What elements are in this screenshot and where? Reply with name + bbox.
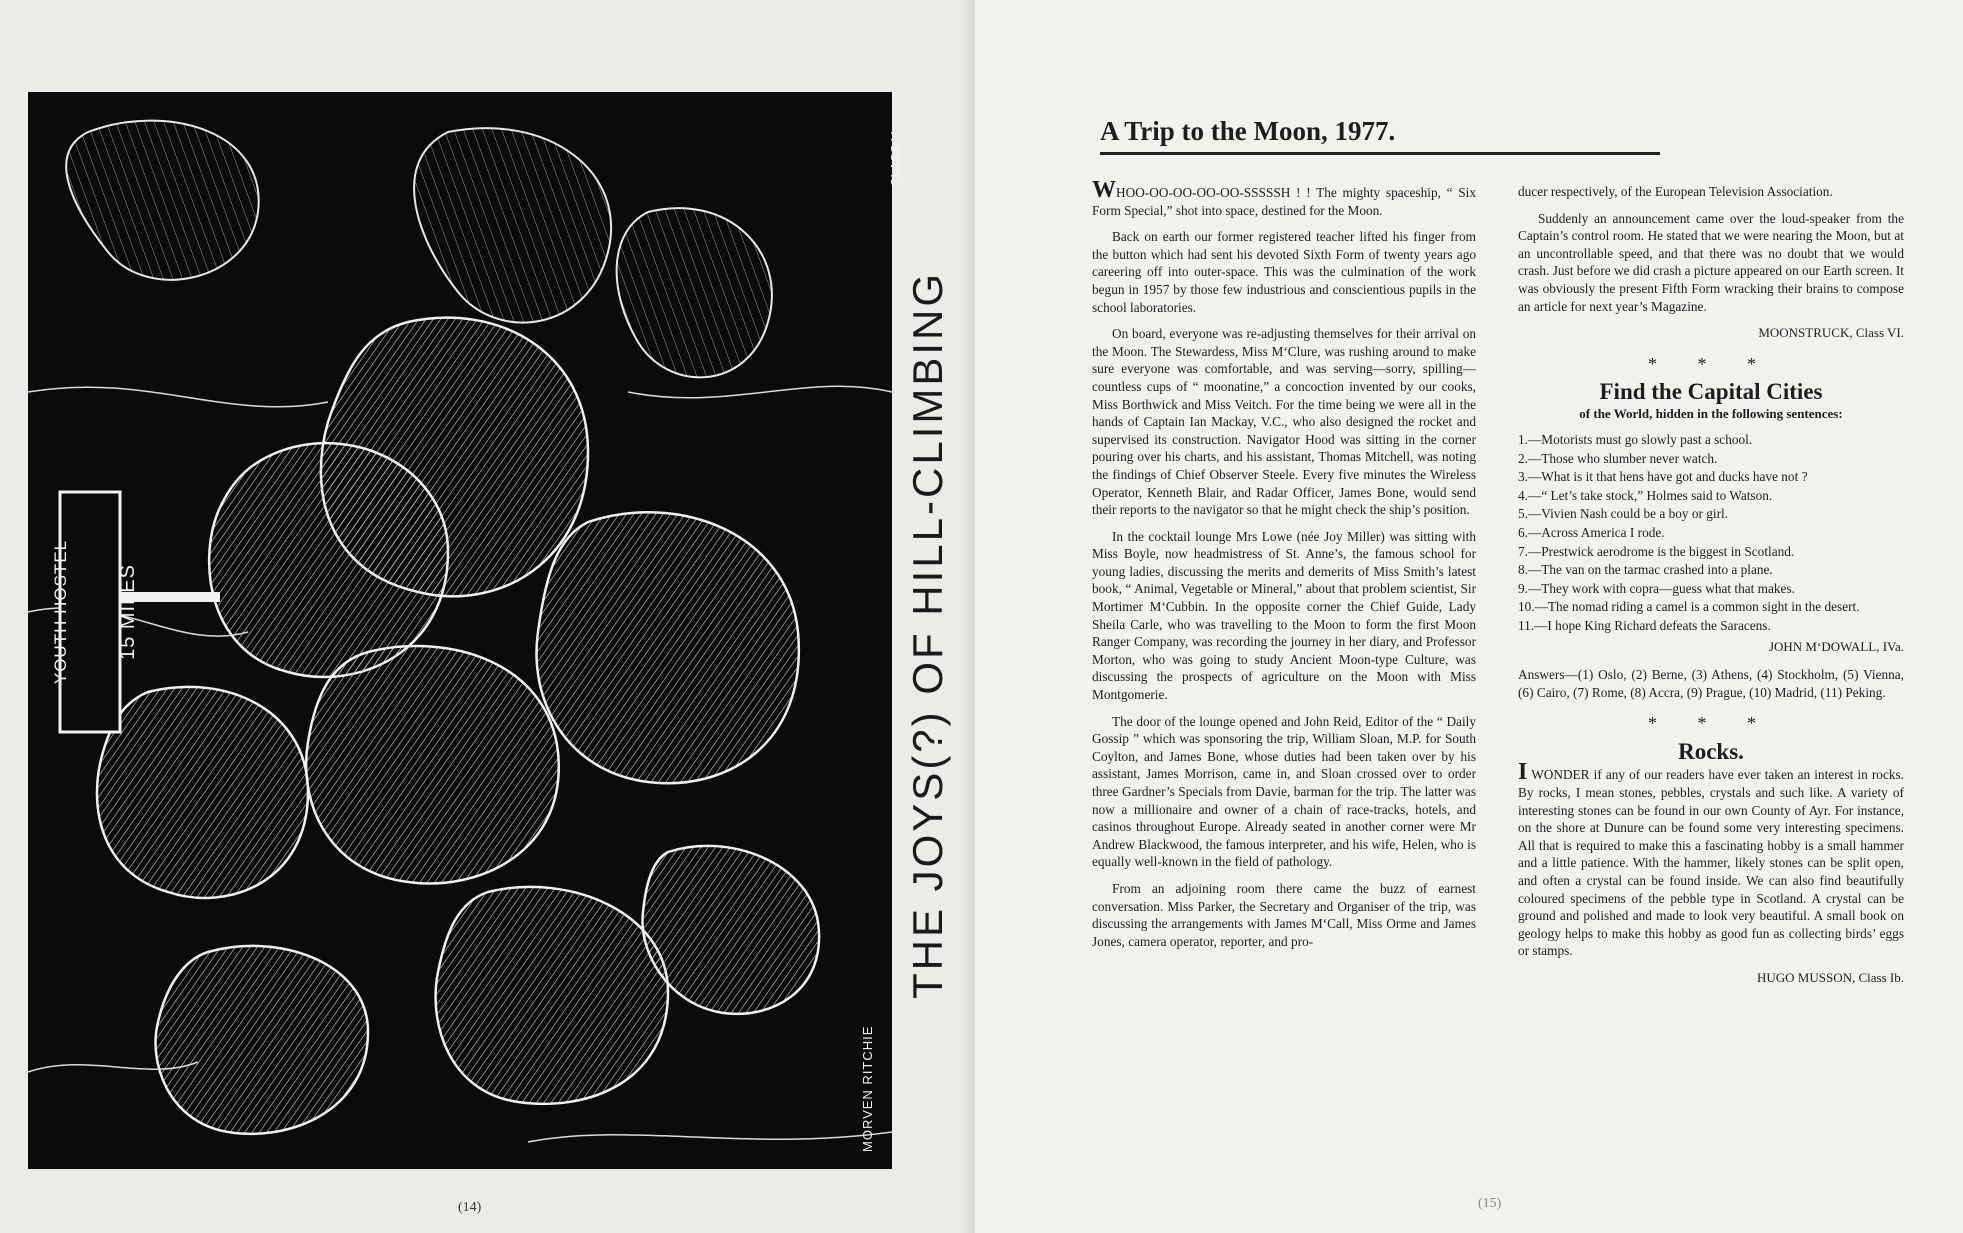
list-item: 11.—I hope King Richard defeats the Saracens. xyxy=(1518,617,1771,633)
rocks-signature: HUGO MUSSON, Class Ib. xyxy=(1757,969,1904,985)
capitals-question-list xyxy=(1518,431,1904,635)
list-item: 6.—Across America I rode. xyxy=(1518,524,1665,540)
moon-paragraph-5: The door of the lounge opened and John Reid, Editor of the “ Daily Gossip ” which was sponsoring the trip, William Sloan, M.P. for South Coylton, and James Bone, whose duties had been taken over by his assistant, James Morrison, came in, and Sloan crossed over to order three Gardner’s Specials from Davie, barman for the trip. The latter was now a millionaire and owner of a chain of race-tracks, hotels, and casinos throughout Europe. Already seated in another corner were Mr Andrew Blackwood, the famous interpreter, and his wife, Helen, who is equally well-known in the field of pathology. xyxy=(1092,713,1476,870)
list-item: 7.—Prestwick aerodrome is the biggest in Scotland. xyxy=(1518,543,1795,559)
list-item: 8.—The van on the tarmac crashed into a plane. xyxy=(1518,562,1773,578)
list-item: 9.—They work with copra—guess what that makes. xyxy=(1518,580,1795,596)
list-item: 2.—Those who slumber never watch. xyxy=(1518,450,1718,466)
left-page xyxy=(0,0,975,1233)
section-divider-1: * * * xyxy=(1648,353,1774,374)
moon-dropcap: W xyxy=(1092,177,1116,203)
list-item: 1.—Motorists must go slowly past a school. xyxy=(1518,431,1753,447)
artwork-title-text: THE JOYS(?) OF HILL-CLIMBING xyxy=(904,270,951,1000)
right-column xyxy=(1518,183,1904,995)
capitals-signature: JOHN M‘DOWALL, IVa. xyxy=(1768,639,1904,655)
section-divider-2: * * * xyxy=(1648,713,1774,734)
artist-signature: MORVEN RITCHIE xyxy=(860,1025,875,1152)
moon-article-column xyxy=(1092,177,1476,959)
page-number-left: (14) xyxy=(458,1200,482,1215)
page-number-right: (15) xyxy=(1478,1196,1502,1211)
signpost-text xyxy=(51,502,139,722)
signpost-line-1: YOUTH HOSTEL xyxy=(51,539,71,685)
rocks-paragraph xyxy=(1518,759,1904,960)
moon-continuation-2: Suddenly an announcement came over the loud-speaker from the Captain’s control room. He stated that we were nearing the Moon, but at an uncontrollable speed, and that there was no doubt that we would crash. Just before we did crash a picture appeared on our Earth screen. It was obviously the present Fifth Form wracking their brains to compose an article for next year’s Magazine. xyxy=(1518,210,1904,314)
capitals-title: Find the Capital Cities xyxy=(1599,379,1823,405)
capitals-answers: Answers—(1) Oslo, (2) Berne, (3) Athens, (4) Stockholm, (5) Vienna, (6) Cairo, (7) Rome, (8) Accra, (9) Prague, (10) Madrid, (11) Peking. xyxy=(1518,667,1904,700)
artwork-class-label: CLASS V xyxy=(888,132,903,187)
moon-paragraph-6: From an adjoining room there came the buzz of earnest conversation. Miss Parker, the Secretary and Organiser of the trip, was discussing the arrangements with James M‘Call, Miss Orme and James Jones, camera operator, reporter, and pro- xyxy=(1092,880,1476,949)
artwork-illustration xyxy=(28,92,892,1169)
linocut-artwork xyxy=(28,92,903,1169)
list-item: 5.—Vivien Nash could be a boy or girl. xyxy=(1518,506,1729,522)
moon-paragraph-1-text: HOO-OO-OO-OO-OO-SSSSSH ! ! The mighty spaceship, “ Six Form Special,” shot into space, destined for the Moon. xyxy=(1092,185,1476,218)
moon-paragraph-1 xyxy=(1092,177,1476,219)
artwork-title xyxy=(900,270,956,1000)
signpost-line-2: 15 MILES xyxy=(116,564,139,660)
list-item: 3.—What is it that hens have got and ducks have not ? xyxy=(1518,469,1808,485)
moon-paragraph-4: In the cocktail lounge Mrs Lowe (née Joy Miller) was sitting with Miss Boyle, now headmistress of St. Anne’s, the famous school for young ladies, discussing the merits and demerits of Miss Smith’s latest book, “ Animal, Vegetable or Mineral,” about that problem scientist, Sir Mortimer M‘Cubbin. In the opposite corner the Chief Guide, Lady Sheila Carle, who was travelling to the Moon to form the first Moon Ranger Company, was recording the journey in her diary, and Professor Morton, who was going to study Ancient Moon-type Culture, was discussing the prospects of agriculture on the Moon with Miss Montgomerie. xyxy=(1092,528,1476,703)
moon-paragraph-3: On board, everyone was re-adjusting themselves for their arrival on the Moon. The Stewardess, Miss M‘Clure, was rushing around to make sure everyone was comfortable, and was serving—sorry, spilling—countless cups of “ moonatine,” a concoction invented by our cooks, Miss Borthwick and Miss Veitch. For the time being we were all in the hands of Captain Ian Mackay, V.C., who also designed the rocket and supervised its construction. Navigator Hood was sitting in the corner pouring over his charts, and his assistant, Thomas Mitchell, was noting the findings of Chief Observer Steele. Every five minutes the Wireless Operator, Kenneth Blair, and Radar Officer, James Bone, would send their reports to the navigator so that he might check the ship’s position. xyxy=(1092,326,1476,518)
list-item: 10.—The nomad riding a camel is a common sight in the desert. xyxy=(1518,599,1860,615)
moon-signature: MOONSTRUCK, Class VI. xyxy=(1758,325,1904,341)
moon-continuation-1: ducer respectively, of the European Television Association. xyxy=(1518,184,1833,199)
title-underline xyxy=(1100,152,1660,155)
article-title: A Trip to the Moon, 1977. xyxy=(1100,116,1396,146)
rocks-title: Rocks. xyxy=(1678,738,1744,764)
list-item: 4.—“ Let’s take stock,” Holmes said to Watson. xyxy=(1518,487,1773,503)
moon-paragraph-2: Back on earth our former registered teacher lifted his finger from the button which had sent his devoted Sixth Form of twenty years ago careering off into outer-space. This was the culmination of the work begun in 1957 by those few industrious and conscientious pupils in the school laboratories. xyxy=(1092,229,1476,315)
artist-signature-box xyxy=(878,992,892,1162)
capitals-subtitle: of the World, hidden in the following sentences: xyxy=(1579,405,1843,421)
rocks-dropcap: I xyxy=(1518,759,1528,786)
rocks-paragraph-text: WONDER if any of our readers have ever taken an interest in rocks. By rocks, I mean stones, pebbles, crystals and such like. A variety of interesting stones can be found in our own County of Ayr. For instance, on the shore at Dunure can be found some very interesting specimens. All that is required to make this a fascinating hobby is a small hammer and a little patience. With the hammer, likely stones can be split open, and often a crystal can be found inside. We can also find beautifully coloured specimens of the pebble type in Scotland. A crystal can be ground and polished and made to look very beautiful. A small book on geology helps to make this hobby as good fun as collecting birds’ eggs or stamps. xyxy=(1518,767,1904,959)
rocks-article xyxy=(1518,759,1904,960)
